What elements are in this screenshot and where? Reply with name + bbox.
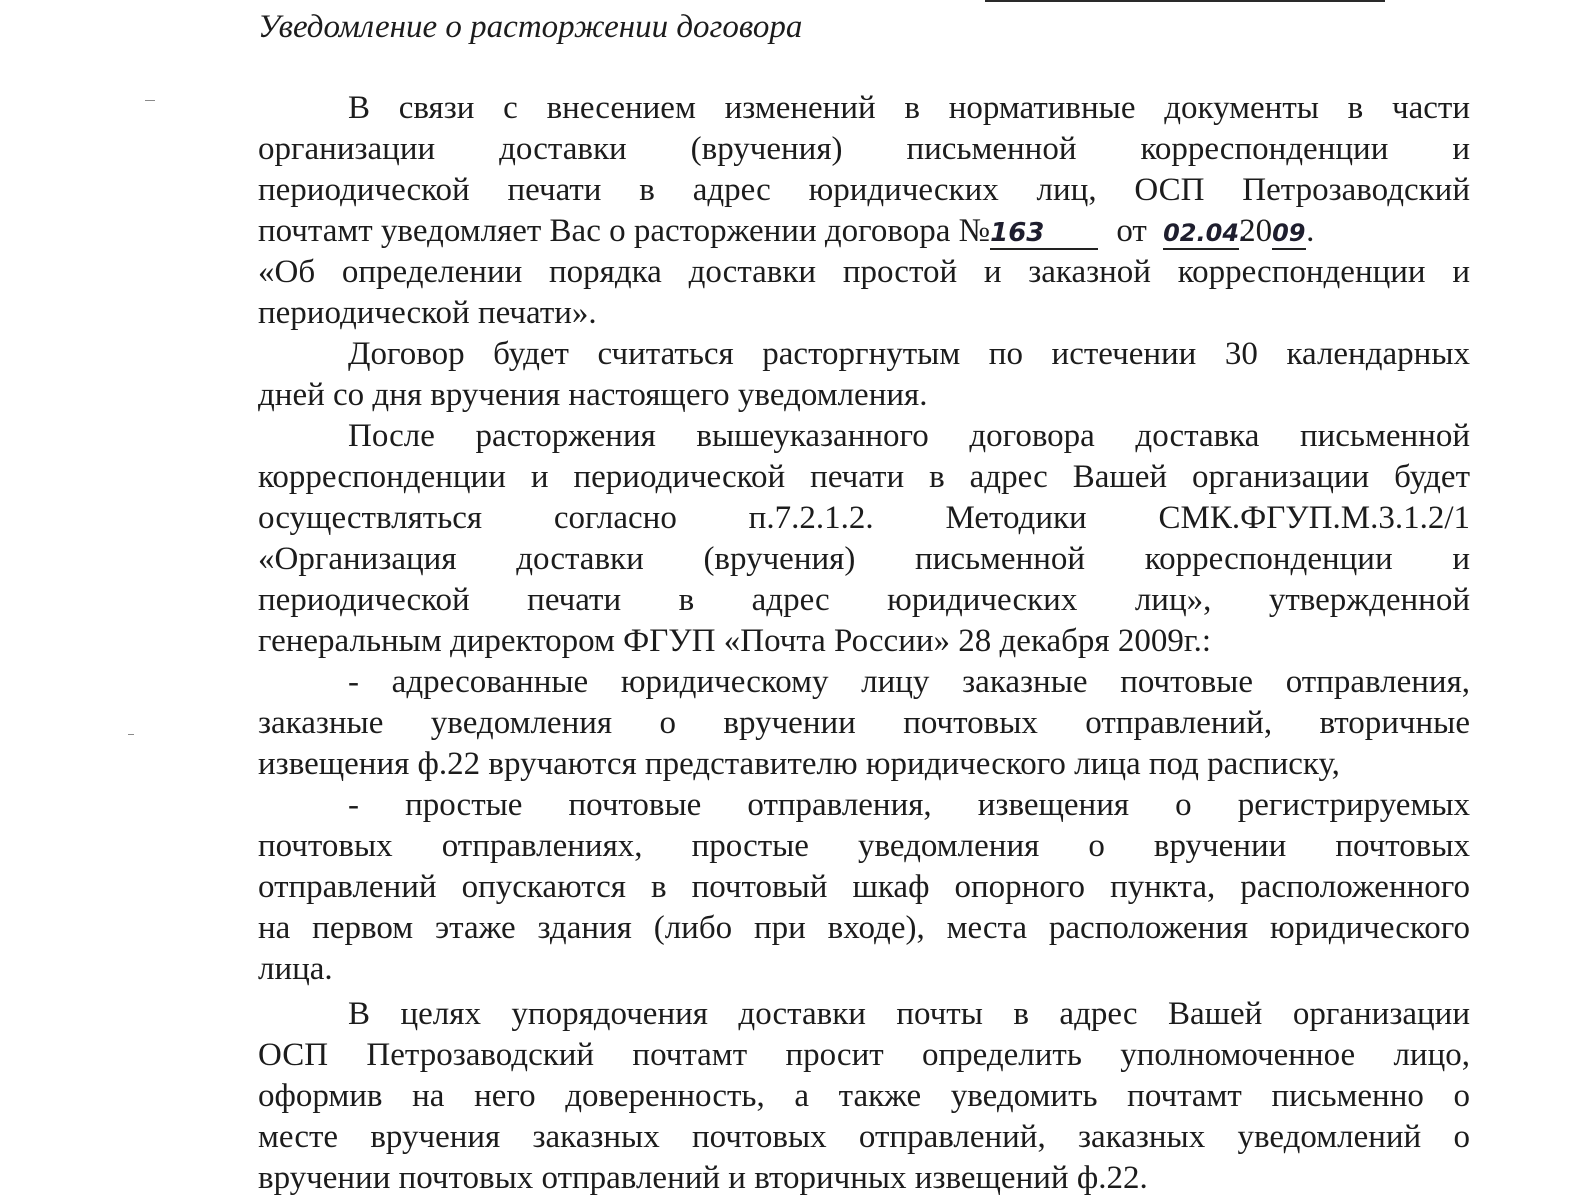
list-item-registered-mail <box>258 662 1470 785</box>
contract-reference-line <box>258 211 1470 252</box>
text-line: почтовых отправлениях, простые уведомления о вручении почтовых <box>258 828 1470 864</box>
text-line: - простые почтовые отправления, извещения о регистрируемых <box>348 787 1470 823</box>
contract-number-handwritten: 163 <box>990 218 1098 250</box>
text-line: организации доставки (вручения) письменной корреспонденции и <box>258 131 1470 167</box>
signature-rule <box>985 0 1385 2</box>
text-line: заказные уведомления о вручении почтовых отправлений, вторичные <box>258 705 1470 741</box>
contract-from-word: от <box>1116 213 1147 249</box>
text-line: осуществляться согласно п.7.2.1.2. Методики СМК.ФГУП.М.3.1.2/1 <box>258 500 1470 536</box>
text-line: оформив на него доверенность, а также уведомить почтамт письменно о <box>258 1078 1470 1114</box>
contract-line-end: . <box>1306 213 1315 249</box>
text-line: «Организация доставки (вручения) письменной корреспонденции и <box>258 541 1470 577</box>
text-line: дней со дня вручения настоящего уведомления. <box>258 377 928 413</box>
letter-subject-heading: Уведомление о расторжении договора <box>258 9 803 45</box>
paragraph-termination-term <box>258 334 1470 416</box>
text-line: на первом этаже здания (либо при входе), места расположения юридического <box>258 910 1470 946</box>
text-line: отправлений опускаются в почтовый шкаф опорного пункта, расположенного <box>258 869 1470 905</box>
paragraph-contract-termination <box>258 88 1470 334</box>
text-line: корреспонденции и периодической печати в адрес Вашей организации будет <box>258 459 1470 495</box>
text-line: вручении почтовых отправлений и вторичных извещений ф.22. <box>258 1160 1148 1196</box>
text-line: лица. <box>258 951 333 987</box>
text-line: В связи с внесением изменений в нормативные документы в части <box>348 90 1470 126</box>
text-line: месте вручения заказных почтовых отправлений, заказных уведомлений о <box>258 1119 1470 1155</box>
text-line: извещения ф.22 вручаются представителю юридического лица под расписку, <box>258 746 1340 782</box>
contract-year-handwritten: 09 <box>1272 218 1306 250</box>
contract-line-prefix: почтамт уведомляет Вас о расторжении договора № <box>258 213 991 249</box>
scan-speck <box>145 100 155 101</box>
letter-body <box>258 88 1470 1199</box>
text-line: ОСП Петрозаводский почтамт просит определить уполномоченное лицо, <box>258 1037 1470 1073</box>
text-line: периодической печати в адрес юридических лиц, ОСП Петрозаводский <box>258 172 1470 208</box>
list-item-simple-mail <box>258 785 1470 990</box>
text-line: периодической печати». <box>258 295 597 331</box>
text-line: В целях упорядочения доставки почты в адрес Вашей организации <box>348 996 1470 1032</box>
contract-date-handwritten: 02.04. <box>1163 218 1239 250</box>
text-line: генеральным директором ФГУП «Почта России» 28 декабря 2009г.: <box>258 623 1212 659</box>
text-line: «Об определении порядка доставки простой и заказной корреспонденции и <box>258 254 1470 290</box>
scan-speck <box>128 734 134 735</box>
text-line: Договор будет считаться расторгнутым по истечении 30 календарных <box>348 336 1470 372</box>
paragraph-delivery-procedure <box>258 416 1470 662</box>
text-line: - адресованные юридическому лицу заказные почтовые отправления, <box>348 664 1470 700</box>
contract-year-prefix: 20 <box>1239 213 1273 249</box>
text-line: периодической печати в адрес юридических лиц», утвержденной <box>258 582 1470 618</box>
text-line: После расторжения вышеуказанного договора доставка письменной <box>348 418 1470 454</box>
paragraph-authorized-person-request <box>258 994 1470 1199</box>
